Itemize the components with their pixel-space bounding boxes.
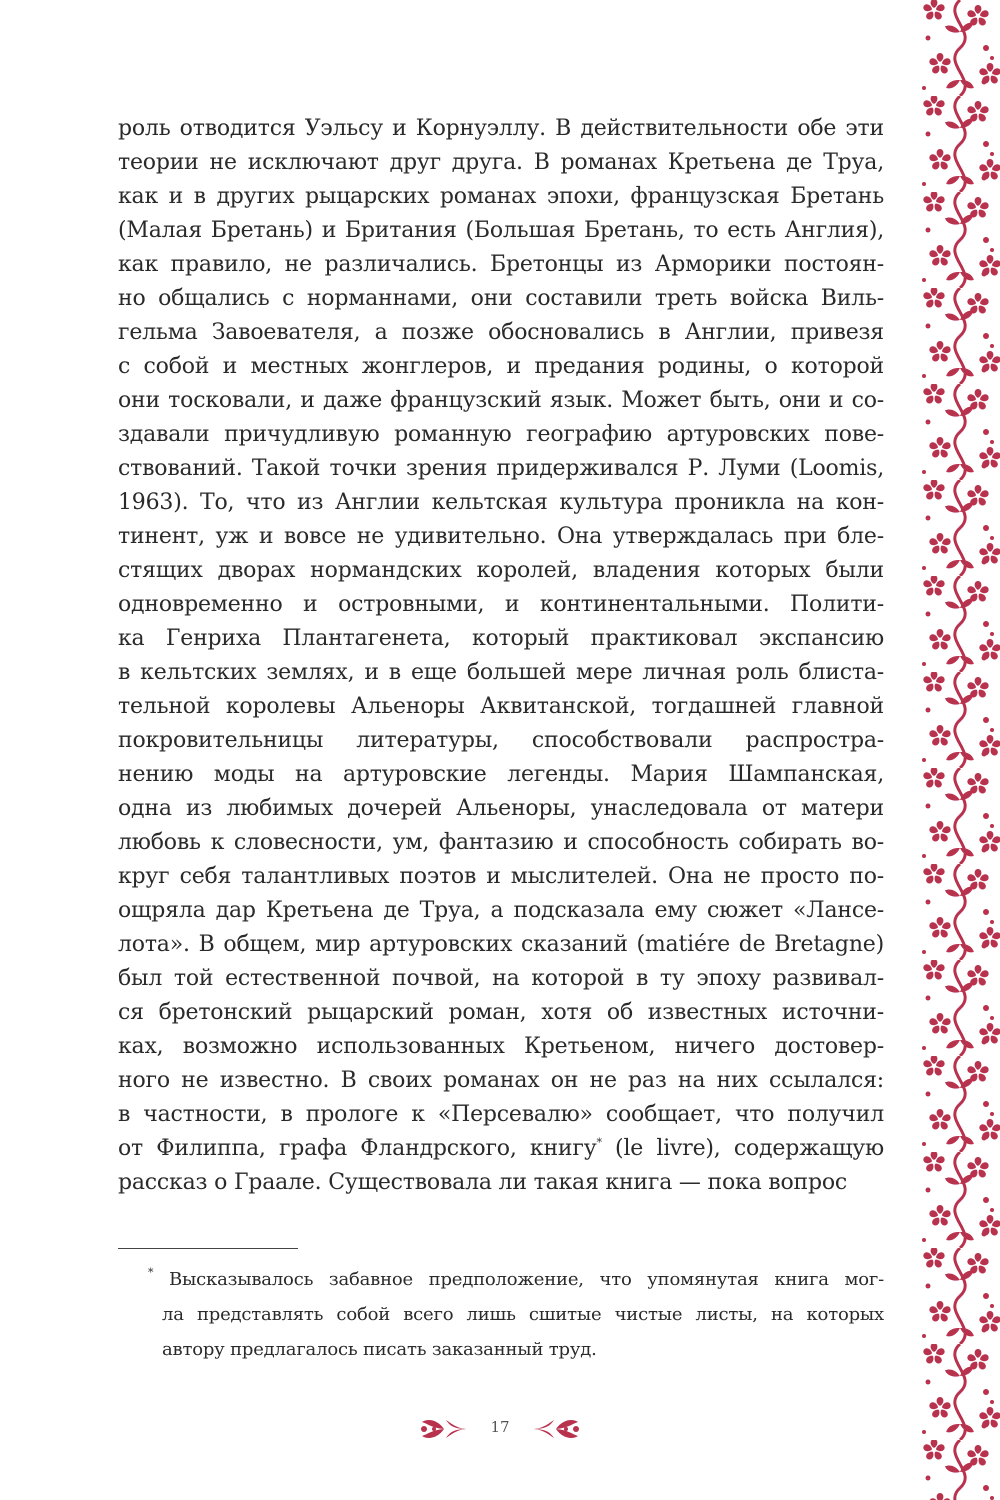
footnote-line — [148, 1262, 884, 1297]
body-line: ках, возможно использованных Кретьеном, ничего достовер- — [118, 1034, 884, 1059]
body-line: одновременно и островными, и континентальными. Полити- — [118, 592, 884, 617]
body-line: теории не исключают друг друга. В романах Кретьена де Труа, — [118, 150, 884, 175]
footnote-text: Высказывалось забавное предположение, что упомянутая книга мог- — [153, 1269, 884, 1290]
body-text — [118, 112, 884, 1200]
body-line: ка Генриха Плантагенета, который практиковал экспансию — [118, 626, 884, 651]
footnote-mark: * — [148, 1266, 154, 1279]
body-line: тинент, уж и вовсе не удивительно. Она утверждалась при бле- — [118, 524, 884, 549]
body-line: они тосковали, и даже французский язык. Может быть, они и со- — [118, 388, 884, 413]
line-text: (le livre), содержащую — [601, 1136, 884, 1161]
footnote-line: ла представлять собой всего лишь сшитые чистые листы, на которых — [162, 1304, 884, 1325]
body-line: в частности, в прологе к «Персевалю» сообщает, что получил — [118, 1102, 884, 1127]
body-line: ощряла дар Кретьена де Труа, а подсказала ему сюжет «Лансе- — [118, 898, 884, 923]
body-line: с собой и местных жонглеров, и предания родины, о которой — [118, 354, 884, 379]
body-line: в кельтских землях, и в еще большей мере личная роль блиста- — [118, 660, 884, 685]
body-line: одна из любимых дочерей Альеноры, унаследовала от матери — [118, 796, 884, 821]
body-line: покровительницы литературы, способствовали распростра- — [118, 728, 884, 753]
footnote — [148, 1262, 884, 1367]
footnote-line: автору предлагалось писать заказанный труд. — [162, 1339, 597, 1360]
body-line: гельма Завоевателя, а позже обосновались в Англии, привезя — [118, 320, 884, 345]
line-text: от Филиппа, графа Фландрского, книгу — [118, 1136, 597, 1161]
body-line: 1963). То, что из Англии кельтская культура проникла на кон- — [118, 490, 884, 515]
body-line: лота». В общем, мир артуровских сказаний (matiére de Bretagne) — [118, 932, 884, 957]
page-footer — [400, 1408, 600, 1452]
body-line: ствований. Такой точки зрения придерживался Р. Луми (Loomis, — [118, 456, 884, 481]
body-line: (Малая Бретань) и Британия (Большая Бретань, то есть Англия), — [118, 218, 884, 243]
body-line-with-footnote-mark — [118, 1132, 884, 1166]
floral-ornament-right-icon — [530, 1414, 582, 1444]
footnote-separator — [118, 1248, 298, 1249]
body-line: нению моды на артуровские легенды. Мария Шампанская, — [118, 762, 884, 787]
body-line: тельной королевы Альеноры Аквитанской, тогдашней главной — [118, 694, 884, 719]
body-line: ся бретонский рыцарский роман, хотя об известных источни- — [118, 1000, 884, 1025]
body-line: рассказ о Граале. Существовала ли такая книга — пока вопрос — [118, 1170, 848, 1195]
body-line: любовь к словесности, ум, фантазию и способность собирать во- — [118, 830, 884, 855]
page-number: 17 — [490, 1418, 510, 1436]
body-line: ного не известно. В своих романах он не раз на них ссылался: — [118, 1068, 884, 1093]
body-line: как правило, не различались. Бретонцы из Арморики постоян- — [118, 252, 884, 277]
body-line: круг себя талантливых поэтов и мыслителей. Она не просто по- — [118, 864, 884, 889]
body-line: был той естественной почвой, на которой в ту эпоху развивал- — [118, 966, 884, 991]
floral-border-icon — [920, 0, 1000, 1500]
body-line: как и в других рыцарских романах эпохи, французская Бретань — [118, 184, 884, 209]
body-line: но общались с норманнами, они составили треть войска Виль- — [118, 286, 884, 311]
body-line: роль отводится Уэльсу и Корнуэллу. В действительности обе эти — [118, 116, 884, 141]
body-line: стящих дворах нормандских королей, владения которых были — [118, 558, 884, 583]
footnote-reference[interactable]: * — [596, 1136, 602, 1149]
body-line: здавали причудливую романную географию артуровских пове- — [118, 422, 884, 447]
